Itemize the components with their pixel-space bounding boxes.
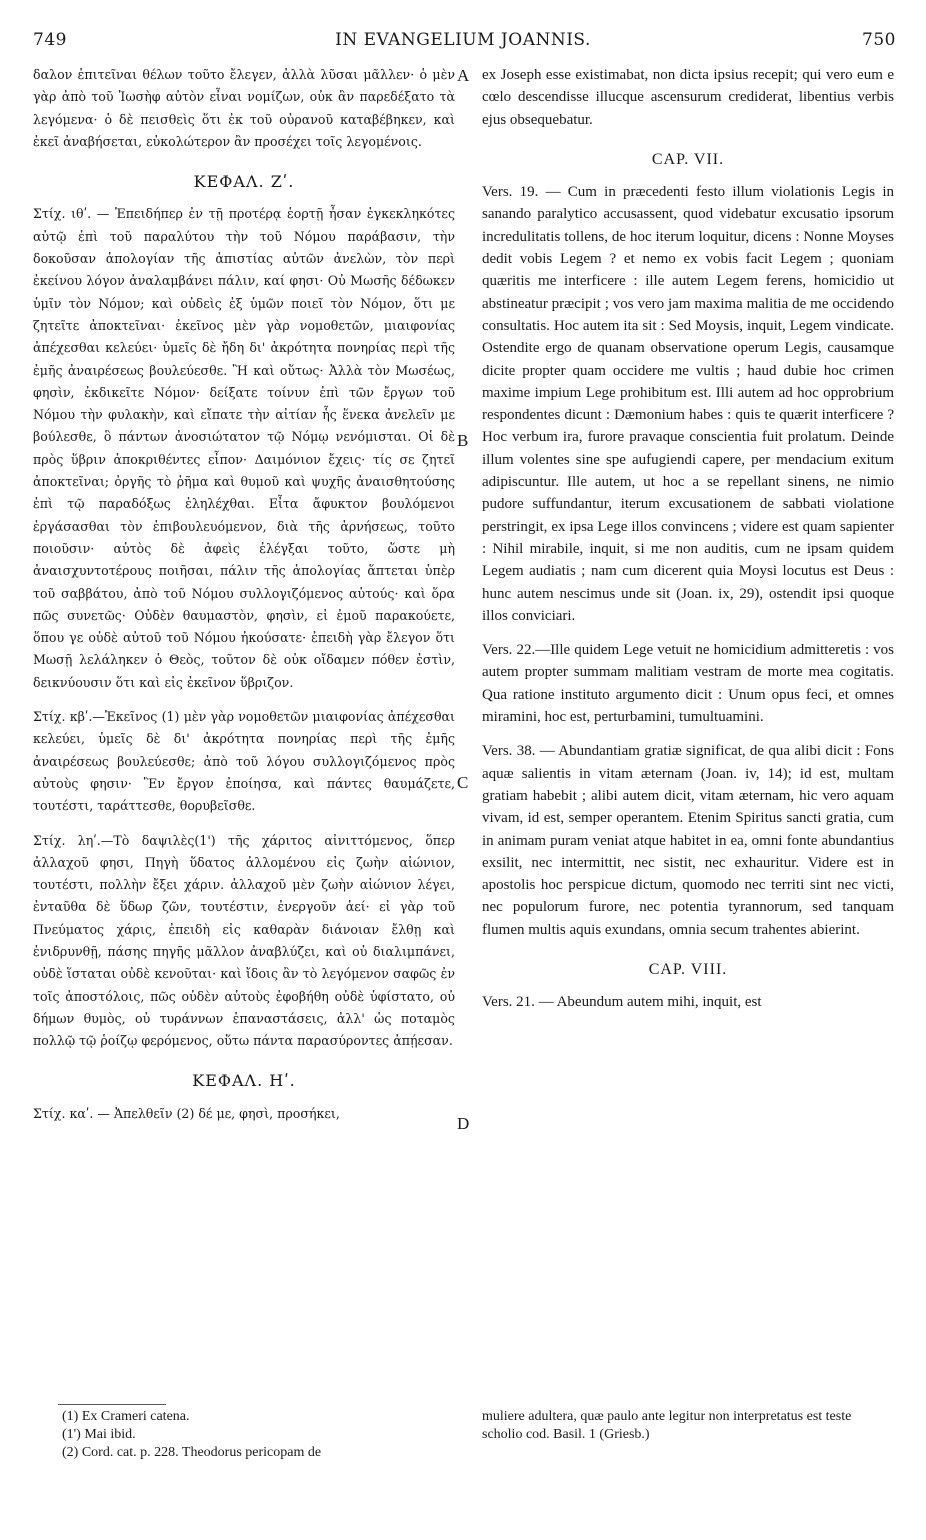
footnote-1-prime: (1') Mai ibid. [62, 1427, 136, 1442]
greek-column [33, 64, 455, 1125]
margin-letter-c: C [457, 773, 469, 792]
latin-verse-19: Vers. 19. — Cum in præcedenti festo illum violationis Legis in sanando paralytico accusassent, quod videbatur excusatio ipsorum incredulitatis tollens, de hoc iterum loquitur, dicens : Nonne Moyses dedit vobis Legem ? et nemo ex vobis facit Legem ; quoniam quæritis me interficere : ille autem Legem ferens, homicidio ut abstineatur præcipit ; vos vero jam maxima malitia de me occidendo consultatis. Hoc autem ita sit : Sed Moysis, inquit, Legem vindicate. Ostendite ergo de quanam observatione operum Legis, causamque dicite propter quam occidere me vultis ; haud dubie hoc crimen maxime impium Lege prohibitum est. Illi autem ad hoc opprobrium respondentes dicunt : Dæmonium habes : quis te quærit interficere ? Hoc verbum ira, furore pravaque conscientia fuit prolatum. Deinde illum volentes sine spe aufugiendi capere, per mendacium exitum adipiscuntur. Ille autem, ut hoc a se repellant sinens, ne nimio pudore suffundantur, iterum excusationem de sabbati violatione perstringit, ex ipsa Lege illos convincens ; videre est quam sapienter : Nihil mirabile, inquit, si me non auditis, cum ne ipsam quidem Legem audiatis ; nam cum dicerent quia Moysi locutus est Deus : hunc autem nescimus unde sit (Joan. ix, 29), ostendit ipsi quoque illos conviciari. [482, 184, 894, 624]
latin-intro: ex Joseph esse existimabat, non dicta ipsius recepit; qui vero eum e cœlo descendisse illucque ascensurum crediderat, libentius verbis ejus obsequebatur. [482, 67, 894, 128]
page-number-right: 750 [862, 30, 896, 50]
footnote-rule [58, 1404, 166, 1405]
latin-column [482, 64, 894, 1014]
margin-letter-a: A [457, 66, 470, 85]
latin-verse-38: Vers. 38. — Abundantiam gratiæ significat, de qua alibi dicit : Fons aquæ salientis in vitam æternam (Joan. iv, 14); id est, multam gratiam habebit ; alibi autem dicit, vitam æternam, hic vero aquam vivam, id est, semper operantem. Etenim Spiritus sancti gratia, cum in animam puram veniat atque habitet in ea, omni fonte abundantius exsilit, nec intermittit, nec sistit, nec exhauritur. Videre est in apostolis hoc perspicue dictum, quomodo nec territi sint nec victi, nec populorum furore, nec potentia tyrannorum, sed tanquam flumen multis aquis exundans, omnia secum trahentes abierint. [482, 743, 894, 938]
running-header [0, 30, 926, 54]
greek-intro: δαλον ἐπιτεῖναι θέλων τοῦτο ἔλεγεν, ἀλλὰ λῦσαι μᾶλλεν· ὁ μὲν γὰρ ἀπὸ τοῦ Ἰωσὴφ αὐτὸν εἶναι νομίζων, οὐκ ἂν παρεδέξατο τὰ λεγόμενα· ὁ δὲ πεισθεὶς ὅτι ἐκ τοῦ οὐρανοῦ καταβέβηκεν, καὶ ἐκεῖ ἀναβήσεται, εὐκολώτερον ἂν προσέχει τοῖς λεγομένοις. [33, 67, 455, 149]
greek-chapter-7-heading: ΚΕΦΑΛ. Ζʹ. [193, 172, 295, 192]
greek-verse-38: Στίχ. ληʹ.—Τὸ δαψιλὲς(1') τῆς χάριτος αἰνιττόμενος, ὅπερ ἀλλαχοῦ φησι, Πηγὴ ὕδατος ἀλλομένου εἰς ζωὴν αἰώνιον, τουτέστι, πολλὴν ἔξει χάριν. ἀλλαχοῦ μὲν ζωὴν αἰώνιον λέγει, ἐνταῦθα δὲ ὕδωρ ζῶν, τουτέστιν, ἐνεργοῦν ἀεί· εἰ γὰρ τοῦ Πνεύματος χάρις, ἐπειδὴ εἰς καθαρὰν διάνοιαν ἔλθῃ καὶ ἐνιδρυνθῇ, πάσης πηγῆς μᾶλλον ἀναβλύζει, καὶ οὐ διαλιμπάνει, οὐδὲ ἵσταται οὐδὲ κενοῦται· καὶ ἴδοις ἂν τὸ λεγόμενον σαφῶς ἐν τοῖς ἀποστόλοις, πῶς οὐδὲν αὐτοὺς ἐφοβήθη οὐδὲ ὑφίστατο, οὐ δήμων θυμὸς, οὐ τυράννων ἐπαναστάσεις, ἀλλ' ὡς ποταμὸς πολλῷ τῷ ῥοίζῳ φερόμενος, οὕτω πάντα παρασύροντες ἀπῄεσαν. [33, 832, 455, 1049]
footnote-2: (2) Cord. cat. p. 228. Theodorus pericopam de [62, 1445, 322, 1460]
greek-verse-19: Στίχ. ιθʹ. — Ἐπειδήπερ ἐν τῇ προτέρᾳ ἑορτῇ ἦσαν ἐγκεκληκότες αὐτῷ ἐπὶ τοῦ παραλύτου τὴν τοῦ Νόμου παράβασιν, τὴν δοκοῦσαν ἀπολογίαν τῆς ἀπιστίας αὐτῶν ἀνελὼν, τὸν περὶ ἐκείνου λόγον ἀναλαμβάνει πάλιν, καί φησι· Οὐ Μωσῆς δέδωκεν ὑμῖν τὸν Νόμον; καὶ οὐδεὶς ἐξ ὑμῶν ποιεῖ τὸν Νόμον, ὅτι με ζητεῖτε ἀποκτεῖναι· ἐκεῖνος μὲν γὰρ νομοθετῶν, μιαιφονίας ἀπέχεσθαι κελεύει· ὑμεῖς δὲ ἤδη δι' ἀκρότητα πονηρίας περὶ τῆς ἐμῆς ἀναιρέσεως βουλεύεσθε. Ἢ καὶ οὕτως· Ἀλλὰ τὸν Μωσέως, φησὶν, ἐκδικεῖτε Νόμον· δείξατε τοίνυν ἐπὶ τῶν ἔργων τοῦ Νόμου τὴν φυλακὴν, καὶ εἴπατε τὴν αἰτίαν ἧς ἕνεκα ἀνελεῖν με βούλεσθε, ὃ πάντων ἀνοσιώτατον τῷ Νόμῳ νενόμισται. Οἱ δὲ πρὸς ὕβριν ἀποκριθέντες εἶπον· Δαιμόνιον ἔχεις· τίς σε ζητεῖ ἀποκτεῖναι; ὀργῆς τὸ ῥῆμα καὶ θυμοῦ καὶ ψυχῆς ἀναισθητούσης ἐπὶ τῷ παραδόξως ἐληλέχθαι. Εἶτα ἄφυκτον βουλόμενοι ἐργάσασθαι τὸν ἐπιβουλευόμενον, διὰ τῆς ἀρνήσεως, τοῦτο ποιοῦσιν· αὐτὸς δὲ ἀφεὶς ἐλέγξαι τοῦτο, ὥστε μὴ ἀναισχυντοτέρους ποιῆσαι, πάλιν τῆς ἀπολογίας ἅπτεται ὑπὲρ τοῦ σαββάτου, ἀπὸ τοῦ Νόμου συλλογιζόμενος αὐτούς· καὶ ὅρα πῶς συνετῶς· Οὐδὲν θαυμαστὸν, φησὶν, εἰ ἐμοῦ παρακούετε, ὅπου γε οὐδὲ αὐτοῦ τοῦ Νόμου ἠκούσατε· ἐπειδὴ γὰρ ἔλεγον ὅτι Μωσῇ λελάληκεν ὁ Θεὸς, τοῦτον δὲ οὐκ οἴδαμεν πόθεν ἐστὶν, δεικνύουσιν ὅτι καὶ εἰς ἐκεῖνον ὕβριζον. [33, 206, 455, 690]
latin-verse-22: Vers. 22.—Ille quidem Lege vetuit ne homicidium admitteretis : vos autem propter summam malitiam vestram de morte mea cogitatis. Qua ratione instituto argumento dicit : Unum opus feci, et omnes miramini, hoc est, perturbamini, tumultuamini. [482, 642, 894, 726]
margin-letter-d: D [457, 1114, 470, 1133]
page-number-left: 749 [33, 30, 67, 50]
greek-verse-21: Στίχ. καʹ. — Ἀπελθεῖν (2) δέ με, φησὶ, προσήκει, [33, 1105, 340, 1121]
latin-chapter-7-heading: CAP. VII. [651, 150, 725, 168]
footnote-2-continued: muliere adultera, quæ paulo ante legitur non interpretatus est teste scholio cod. Basil. 1 (Griesb.) [482, 1409, 852, 1442]
greek-verse-22: Στίχ. κβʹ.—Ἐκεῖνος (1) μὲν γὰρ νομοθετῶν μιαιφονίας ἀπέχεσθαι κελεύει, ὑμεῖς δὲ δι' ἀκρότητα πονηρίας περὶ τῆς ἐμῆς ἀναιρέσεως βουλεύεσθε; ἀπὸ τοῦ λόγου συλλογιζόμενος πρὸς αὐτοὺς φησιν· Ἓν ἔργον ἐποίησα, καὶ πάντες θαυμάζετε, τουτέστι, ταράττεσθε, θορυβεῖσθε. [33, 709, 455, 814]
footnote-1: (1) Ex Crameri catena. [62, 1409, 190, 1424]
footnotes-left [62, 1408, 462, 1462]
greek-chapter-8-heading: ΚΕΦΑΛ. Ηʹ. [192, 1071, 296, 1091]
latin-chapter-8-heading: CAP. VIII. [648, 960, 728, 978]
margin-letter-b: B [457, 431, 469, 450]
footnotes-right [482, 1408, 894, 1444]
latin-verse-21: Vers. 21. — Abeundum autem mihi, inquit, est [482, 994, 762, 1011]
running-title: IN EVANGELIUM JOANNIS. [335, 30, 591, 50]
